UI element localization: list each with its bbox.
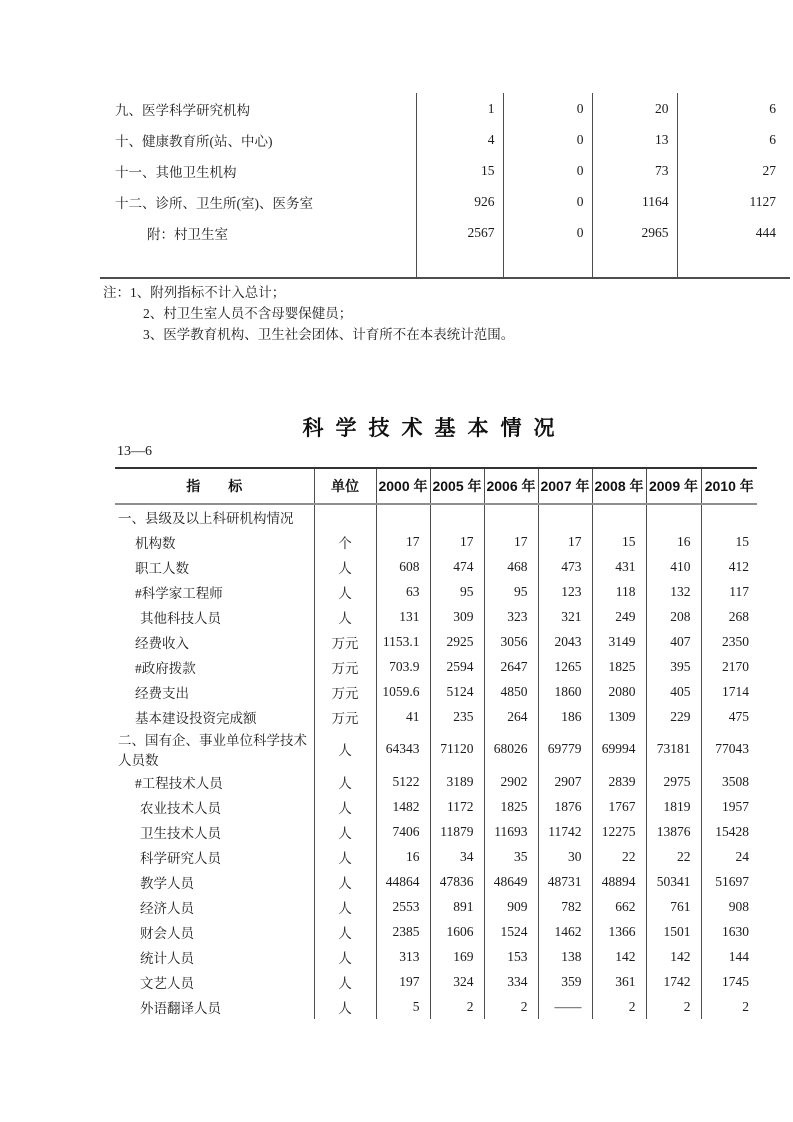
cell-value: 7406: [376, 819, 430, 844]
cell-value: 41: [376, 704, 430, 729]
table-row: [115, 504, 757, 529]
cell-value: 0: [503, 155, 592, 186]
cell-value: [592, 504, 646, 529]
cell-value: 95: [430, 579, 484, 604]
cell-value: ——: [538, 994, 592, 1019]
table-row: [115, 729, 757, 769]
cell-value: 1: [416, 93, 503, 124]
cell-value: 2350: [701, 629, 757, 654]
cell-value: 22: [592, 844, 646, 869]
cell-value: 208: [646, 604, 701, 629]
header-year: 2005 年: [430, 468, 484, 504]
cell-value: 2043: [538, 629, 592, 654]
row-label: 文艺人员: [140, 975, 194, 991]
cell-value: 1714: [701, 679, 757, 704]
row-label: 卫生技术人员: [140, 825, 221, 841]
cell-value: 309: [430, 604, 484, 629]
row-unit: 人: [314, 969, 376, 994]
cell-value: 412: [701, 554, 757, 579]
cell-value: 17: [376, 529, 430, 554]
cell-value: 50341: [646, 869, 701, 894]
cell-value: 926: [416, 186, 503, 217]
cell-value: 1825: [484, 794, 538, 819]
row-label: 统计人员: [140, 950, 194, 966]
cell-value: 2567: [416, 217, 503, 248]
cell-value: 77043: [701, 729, 757, 769]
table-row: [115, 994, 757, 1019]
cell-value: 4: [416, 124, 503, 155]
cell-value: 2647: [484, 654, 538, 679]
cell-value: 395: [646, 654, 701, 679]
row-label: 十、健康教育所(站、中心): [115, 133, 273, 149]
row-unit: 人: [314, 554, 376, 579]
cell-value: 3508: [701, 769, 757, 794]
cell-value: 0: [503, 124, 592, 155]
header-indicator: 指 标: [115, 468, 314, 504]
cell-value: 5122: [376, 769, 430, 794]
filler-cell: [100, 248, 416, 278]
cell-value: 13: [592, 124, 677, 155]
cell-value: 71120: [430, 729, 484, 769]
row-unit: 人: [314, 819, 376, 844]
table-row: [115, 654, 757, 679]
cell-value: 69779: [538, 729, 592, 769]
row-label: 经费收入: [135, 635, 189, 651]
header-year: 2008 年: [592, 468, 646, 504]
cell-value: 268: [701, 604, 757, 629]
cell-value: 1767: [592, 794, 646, 819]
cell-value: 142: [592, 944, 646, 969]
cell-value: 3149: [592, 629, 646, 654]
cell-value: 405: [646, 679, 701, 704]
table-row: [115, 769, 757, 794]
cell-value: 235: [430, 704, 484, 729]
row-label: 一、县级及以上科研机构情况: [118, 511, 294, 526]
row-unit: 人: [314, 579, 376, 604]
science-technology-table: [115, 467, 757, 1019]
cell-value: [538, 504, 592, 529]
row-label: #科学家工程师: [135, 585, 223, 601]
cell-value: 475: [701, 704, 757, 729]
row-unit: [314, 504, 376, 529]
cell-value: 35: [484, 844, 538, 869]
row-label: 经费支出: [135, 685, 189, 701]
cell-value: 73: [592, 155, 677, 186]
row-label: 职工人数: [135, 560, 189, 576]
cell-value: 2: [701, 994, 757, 1019]
table-row: [115, 554, 757, 579]
row-label: 二、国有企、事业单位科学技术人员数: [118, 733, 307, 768]
cell-value: 48731: [538, 869, 592, 894]
cell-value: 6: [677, 124, 790, 155]
filler-cell: [677, 248, 790, 278]
cell-value: 16: [376, 844, 430, 869]
cell-value: 410: [646, 554, 701, 579]
row-unit: 万元: [314, 679, 376, 704]
cell-value: [701, 504, 757, 529]
cell-value: 468: [484, 554, 538, 579]
cell-value: 249: [592, 604, 646, 629]
cell-value: 2: [592, 994, 646, 1019]
cell-value: 321: [538, 604, 592, 629]
cell-value: 68026: [484, 729, 538, 769]
cell-value: 73181: [646, 729, 701, 769]
note-line-3: 3、医学教育机构、卫生社会团体、计育所不在本表统计范围。: [143, 327, 515, 342]
cell-value: 123: [538, 579, 592, 604]
cell-value: 5124: [430, 679, 484, 704]
cell-value: 132: [646, 579, 701, 604]
row-label: 九、医学科学研究机构: [115, 102, 250, 118]
cell-value: 17: [430, 529, 484, 554]
cell-value: 11879: [430, 819, 484, 844]
cell-value: 13876: [646, 819, 701, 844]
cell-value: 15: [701, 529, 757, 554]
cell-value: 1059.6: [376, 679, 430, 704]
table-row: [115, 819, 757, 844]
cell-value: 1172: [430, 794, 484, 819]
table-row: [115, 844, 757, 869]
table-row: [115, 579, 757, 604]
table-title: 科学技术基本情况: [302, 417, 567, 440]
cell-value: 2080: [592, 679, 646, 704]
row-label: 十二、诊所、卫生所(室)、医务室: [115, 195, 313, 211]
cell-value: 142: [646, 944, 701, 969]
cell-value: 4850: [484, 679, 538, 704]
cell-value: 44864: [376, 869, 430, 894]
row-label: 机构数: [135, 535, 176, 551]
cell-value: 313: [376, 944, 430, 969]
cell-value: 69994: [592, 729, 646, 769]
cell-value: 12275: [592, 819, 646, 844]
cell-value: 1876: [538, 794, 592, 819]
cell-value: 20: [592, 93, 677, 124]
note-line-1: 注：1、附列指标不计入总计；: [103, 285, 286, 300]
cell-value: 197: [376, 969, 430, 994]
table-row: [115, 529, 757, 554]
row-label: 基本建设投资完成额: [135, 710, 257, 726]
cell-value: 48649: [484, 869, 538, 894]
health-institutions-table-continued: [100, 93, 790, 279]
cell-value: 11742: [538, 819, 592, 844]
note-line-2: 2、村卫生室人员不含母婴保健员；: [143, 306, 353, 321]
cell-value: 334: [484, 969, 538, 994]
cell-value: 361: [592, 969, 646, 994]
cell-value: 11693: [484, 819, 538, 844]
row-label: #政府拨款: [135, 660, 196, 676]
cell-value: [646, 504, 701, 529]
cell-value: 323: [484, 604, 538, 629]
cell-value: 16: [646, 529, 701, 554]
cell-value: 17: [538, 529, 592, 554]
cell-value: 1819: [646, 794, 701, 819]
cell-value: 47836: [430, 869, 484, 894]
header-year: 2000 年: [376, 468, 430, 504]
cell-value: 2907: [538, 769, 592, 794]
cell-value: 407: [646, 629, 701, 654]
row-unit: 人: [314, 604, 376, 629]
cell-value: 1745: [701, 969, 757, 994]
cell-value: 2594: [430, 654, 484, 679]
cell-value: 608: [376, 554, 430, 579]
row-unit: 人: [314, 994, 376, 1019]
table-row: [100, 186, 790, 217]
cell-value: 22: [646, 844, 701, 869]
row-unit: 人: [314, 794, 376, 819]
row-label: 农业技术人员: [140, 800, 221, 816]
row-label: 附：村卫生室: [147, 226, 228, 242]
cell-value: 2: [646, 994, 701, 1019]
row-label: #工程技术人员: [135, 775, 223, 791]
cell-value: 229: [646, 704, 701, 729]
cell-value: 1860: [538, 679, 592, 704]
header-unit: 单位: [314, 468, 376, 504]
table-row: [100, 155, 790, 186]
table-row: [115, 894, 757, 919]
table-row: [100, 124, 790, 155]
cell-value: 17: [484, 529, 538, 554]
cell-value: 2839: [592, 769, 646, 794]
table-row: [115, 679, 757, 704]
cell-value: 3189: [430, 769, 484, 794]
cell-value: 48894: [592, 869, 646, 894]
cell-value: 761: [646, 894, 701, 919]
header-year: 2009 年: [646, 468, 701, 504]
cell-value: 95: [484, 579, 538, 604]
cell-value: 2: [430, 994, 484, 1019]
cell-value: 1366: [592, 919, 646, 944]
header-year: 2006 年: [484, 468, 538, 504]
cell-value: 5: [376, 994, 430, 1019]
cell-value: 1127: [677, 186, 790, 217]
cell-value: 15: [416, 155, 503, 186]
cell-value: 51697: [701, 869, 757, 894]
cell-value: 138: [538, 944, 592, 969]
cell-value: 2902: [484, 769, 538, 794]
row-label: 财会人员: [140, 925, 194, 941]
cell-value: 908: [701, 894, 757, 919]
cell-value: 63: [376, 579, 430, 604]
row-label: 科学研究人员: [140, 850, 221, 866]
cell-value: 1309: [592, 704, 646, 729]
cell-value: 117: [701, 579, 757, 604]
cell-value: 6: [677, 93, 790, 124]
row-label: 经济人员: [140, 900, 194, 916]
row-unit: 人: [314, 844, 376, 869]
row-unit: 万元: [314, 704, 376, 729]
table-row: [100, 93, 790, 124]
cell-value: [430, 504, 484, 529]
cell-value: 1825: [592, 654, 646, 679]
cell-value: 186: [538, 704, 592, 729]
cell-value: 0: [503, 93, 592, 124]
table-row: [115, 629, 757, 654]
cell-value: 2553: [376, 894, 430, 919]
table-row: [115, 794, 757, 819]
cell-value: 703.9: [376, 654, 430, 679]
cell-value: 153: [484, 944, 538, 969]
row-unit: 万元: [314, 629, 376, 654]
cell-value: 169: [430, 944, 484, 969]
cell-value: 2975: [646, 769, 701, 794]
cell-value: 782: [538, 894, 592, 919]
row-unit: 人: [314, 919, 376, 944]
cell-value: 2385: [376, 919, 430, 944]
cell-value: 34: [430, 844, 484, 869]
cell-value: 1742: [646, 969, 701, 994]
cell-value: 24: [701, 844, 757, 869]
header-year: 2010 年: [701, 468, 757, 504]
row-label: 外语翻译人员: [140, 1000, 221, 1016]
table-row: [115, 944, 757, 969]
row-unit: 人: [314, 944, 376, 969]
table-row: [115, 604, 757, 629]
cell-value: 1524: [484, 919, 538, 944]
table-row: [115, 704, 757, 729]
row-unit: 人: [314, 894, 376, 919]
cell-value: 1630: [701, 919, 757, 944]
table-filler-row: [100, 248, 790, 278]
cell-value: 118: [592, 579, 646, 604]
table-row: [115, 969, 757, 994]
cell-value: 2170: [701, 654, 757, 679]
filler-cell: [503, 248, 592, 278]
cell-value: 1606: [430, 919, 484, 944]
cell-value: 1153.1: [376, 629, 430, 654]
table-row: [100, 217, 790, 248]
row-label: 十一、其他卫生机构: [115, 164, 237, 180]
cell-value: 2925: [430, 629, 484, 654]
cell-value: 1462: [538, 919, 592, 944]
cell-value: 431: [592, 554, 646, 579]
row-label: 教学人员: [140, 875, 194, 891]
row-unit: 万元: [314, 654, 376, 679]
cell-value: 891: [430, 894, 484, 919]
table-header-row: [115, 468, 757, 504]
cell-value: 1265: [538, 654, 592, 679]
cell-value: 2965: [592, 217, 677, 248]
cell-value: 1482: [376, 794, 430, 819]
cell-value: 1957: [701, 794, 757, 819]
cell-value: [484, 504, 538, 529]
table-row: [115, 919, 757, 944]
row-unit: 个: [314, 529, 376, 554]
cell-value: 27: [677, 155, 790, 186]
cell-value: 0: [503, 217, 592, 248]
cell-value: 2: [484, 994, 538, 1019]
cell-value: 359: [538, 969, 592, 994]
cell-value: 474: [430, 554, 484, 579]
cell-value: 662: [592, 894, 646, 919]
cell-value: 909: [484, 894, 538, 919]
table-notes: [103, 282, 723, 345]
cell-value: 3056: [484, 629, 538, 654]
cell-value: 131: [376, 604, 430, 629]
cell-value: 30: [538, 844, 592, 869]
filler-cell: [416, 248, 503, 278]
cell-value: 1501: [646, 919, 701, 944]
header-year: 2007 年: [538, 468, 592, 504]
row-label: 其他科技人员: [140, 610, 221, 626]
cell-value: 473: [538, 554, 592, 579]
filler-cell: [592, 248, 677, 278]
cell-value: 1164: [592, 186, 677, 217]
cell-value: 264: [484, 704, 538, 729]
cell-value: 15428: [701, 819, 757, 844]
cell-value: 144: [701, 944, 757, 969]
table-row: [115, 869, 757, 894]
table-number: 13—6: [117, 444, 152, 459]
cell-value: [376, 504, 430, 529]
cell-value: 0: [503, 186, 592, 217]
row-unit: 人: [314, 729, 376, 769]
cell-value: 324: [430, 969, 484, 994]
cell-value: 444: [677, 217, 790, 248]
row-unit: 人: [314, 769, 376, 794]
row-unit: 人: [314, 869, 376, 894]
cell-value: 15: [592, 529, 646, 554]
cell-value: 64343: [376, 729, 430, 769]
